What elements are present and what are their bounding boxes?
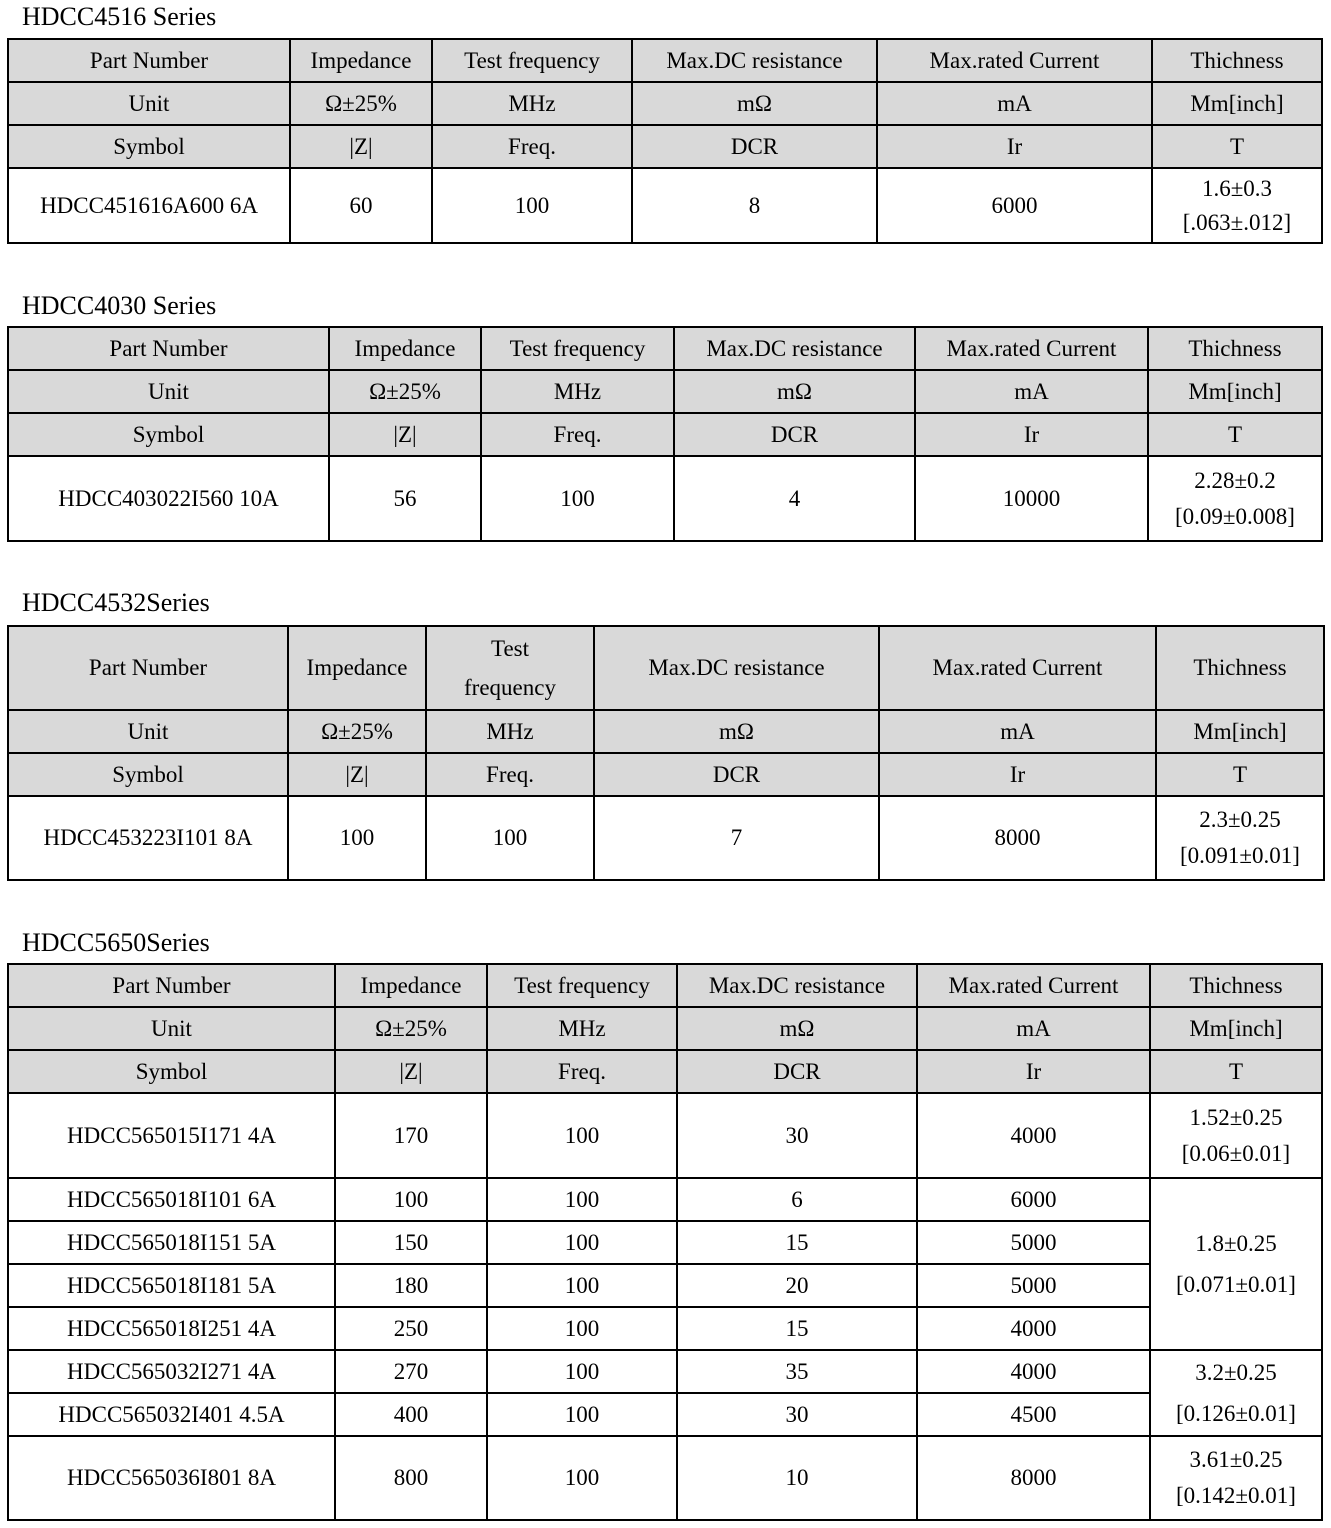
unit-impedance: Ω±25% [329, 370, 481, 413]
header-test-frequency [426, 626, 594, 710]
thickness-cell [1150, 1436, 1322, 1520]
part-number-cell: HDCC565036I801 8A [8, 1436, 335, 1520]
symbol-thickness: T [1156, 753, 1324, 796]
thickness-inch: [0.071±0.01] [1176, 1272, 1296, 1297]
frequency-cell: 100 [487, 1307, 677, 1350]
symbol-frequency: Freq. [432, 125, 632, 168]
symbol-impedance: |Z| [335, 1050, 487, 1093]
header-part-number: Part Number [8, 964, 335, 1007]
spec-table-4030 [7, 326, 1323, 542]
unit-resistance: mΩ [677, 1007, 917, 1050]
frequency-cell: 100 [481, 456, 674, 541]
symbol-resistance: DCR [594, 753, 879, 796]
table-row [8, 1221, 1322, 1264]
header-test-frequency: Test frequency [432, 39, 632, 82]
header-test-line2: frequency [464, 675, 556, 700]
frequency-cell: 100 [426, 796, 594, 880]
current-cell: 5000 [917, 1264, 1150, 1307]
symbol-frequency: Freq. [481, 413, 674, 456]
frequency-cell: 100 [487, 1393, 677, 1436]
symbol-resistance: DCR [677, 1050, 917, 1093]
unit-current: mA [917, 1007, 1150, 1050]
impedance-cell: 150 [335, 1221, 487, 1264]
series-title-4532: HDCC4532Series [22, 588, 210, 617]
frequency-cell: 100 [487, 1093, 677, 1178]
thickness-mm: 3.2±0.25 [1195, 1359, 1277, 1385]
symbol-current: Ir [877, 125, 1152, 168]
thickness-mm: 2.3±0.25 [1199, 807, 1281, 833]
thickness-mm: 3.61±0.25 [1189, 1447, 1283, 1473]
table-row [8, 1436, 1322, 1520]
header-impedance: Impedance [290, 39, 432, 82]
current-cell: 4000 [917, 1307, 1150, 1350]
current-cell: 6000 [917, 1178, 1150, 1221]
unit-label: Unit [8, 710, 288, 753]
part-number-cell: HDCC453223I101 8A [8, 796, 288, 880]
current-cell: 4000 [917, 1350, 1150, 1393]
frequency-cell: 100 [487, 1436, 677, 1520]
thickness-cell [1148, 456, 1322, 541]
impedance-cell: 270 [335, 1350, 487, 1393]
frequency-cell: 100 [487, 1350, 677, 1393]
part-number-cell: HDCC565018I181 5A [8, 1264, 335, 1307]
thickness-inch: [0.126±0.01] [1176, 1401, 1296, 1426]
unit-frequency: MHz [432, 82, 632, 125]
impedance-cell: 170 [335, 1093, 487, 1178]
header-thickness: Thichness [1148, 327, 1322, 370]
dcr-cell: 30 [677, 1093, 917, 1178]
header-max-rated-current: Max.rated Current [877, 39, 1152, 82]
unit-label: Unit [8, 370, 329, 413]
symbol-impedance: |Z| [290, 125, 432, 168]
unit-thickness: Mm[inch] [1156, 710, 1324, 753]
dcr-cell: 15 [677, 1307, 917, 1350]
table-row [8, 1350, 1322, 1393]
table-row [8, 1178, 1322, 1221]
table-row [8, 1307, 1322, 1350]
header-thickness: Thichness [1156, 626, 1324, 710]
table-row [8, 796, 1324, 880]
header-max-dc-resistance: Max.DC resistance [632, 39, 877, 82]
symbol-label: Symbol [8, 125, 290, 168]
thickness-mm: 2.28±0.2 [1194, 467, 1276, 493]
current-cell: 6000 [877, 168, 1152, 243]
header-max-rated-current: Max.rated Current [879, 626, 1156, 710]
series-title-5650: HDCC5650Series [22, 928, 210, 957]
table-row [8, 456, 1322, 541]
impedance-cell: 250 [335, 1307, 487, 1350]
frequency-cell: 100 [432, 168, 632, 243]
dcr-cell: 8 [632, 168, 877, 243]
thickness-cell [1150, 1350, 1322, 1436]
spec-table-4516 [7, 38, 1323, 244]
thickness-inch: [0.06±0.01] [1181, 1140, 1291, 1166]
dcr-cell: 10 [677, 1436, 917, 1520]
symbol-current: Ir [915, 413, 1148, 456]
header-max-dc-resistance: Max.DC resistance [674, 327, 915, 370]
symbol-label: Symbol [8, 753, 288, 796]
thickness-mm: 1.52±0.25 [1189, 1104, 1283, 1130]
symbol-thickness: T [1150, 1050, 1322, 1093]
unit-current: mA [915, 370, 1148, 413]
impedance-cell: 400 [335, 1393, 487, 1436]
symbol-resistance: DCR [632, 125, 877, 168]
current-cell: 4000 [917, 1093, 1150, 1178]
current-cell: 5000 [917, 1221, 1150, 1264]
thickness-inch: [0.091±0.01] [1180, 843, 1300, 868]
header-impedance: Impedance [329, 327, 481, 370]
header-test-line1: Test [491, 635, 529, 661]
symbol-label: Symbol [8, 1050, 335, 1093]
table-row [8, 1393, 1322, 1436]
part-number-cell: HDCC565032I271 4A [8, 1350, 335, 1393]
dcr-cell: 4 [674, 456, 915, 541]
unit-resistance: mΩ [674, 370, 915, 413]
impedance-cell: 180 [335, 1264, 487, 1307]
symbol-current: Ir [879, 753, 1156, 796]
part-number-cell: HDCC451616A600 6A [8, 168, 290, 243]
symbol-impedance: |Z| [329, 413, 481, 456]
unit-resistance: mΩ [594, 710, 879, 753]
dcr-cell: 7 [594, 796, 879, 880]
header-impedance: Impedance [288, 626, 426, 710]
thickness-cell [1152, 168, 1322, 243]
current-cell: 4500 [917, 1393, 1150, 1436]
header-max-rated-current: Max.rated Current [915, 327, 1148, 370]
frequency-cell: 100 [487, 1221, 677, 1264]
unit-label: Unit [8, 1007, 335, 1050]
part-number-cell: HDCC403022I560 10A [8, 456, 329, 541]
unit-impedance: Ω±25% [288, 710, 426, 753]
dcr-cell: 20 [677, 1264, 917, 1307]
symbol-label: Symbol [8, 413, 329, 456]
dcr-cell: 6 [677, 1178, 917, 1221]
dcr-cell: 30 [677, 1393, 917, 1436]
impedance-cell: 56 [329, 456, 481, 541]
series-title-4516: HDCC4516 Series [22, 2, 217, 31]
header-part-number: Part Number [8, 327, 329, 370]
unit-frequency: MHz [487, 1007, 677, 1050]
header-max-rated-current: Max.rated Current [917, 964, 1150, 1007]
part-number-cell: HDCC565018I251 4A [8, 1307, 335, 1350]
unit-thickness: Mm[inch] [1152, 82, 1322, 125]
unit-thickness: Mm[inch] [1148, 370, 1322, 413]
unit-current: mA [879, 710, 1156, 753]
current-cell: 8000 [879, 796, 1156, 880]
impedance-cell: 800 [335, 1436, 487, 1520]
impedance-cell: 100 [335, 1178, 487, 1221]
thickness-cell [1150, 1093, 1322, 1178]
thickness-mm: 1.8±0.25 [1195, 1230, 1277, 1256]
unit-frequency: MHz [481, 370, 674, 413]
thickness-inch: [0.09±0.008] [1175, 503, 1295, 529]
table-row [8, 168, 1322, 243]
dcr-cell: 35 [677, 1350, 917, 1393]
frequency-cell: 100 [487, 1178, 677, 1221]
part-number-cell: HDCC565018I101 6A [8, 1178, 335, 1221]
current-cell: 10000 [915, 456, 1148, 541]
header-impedance: Impedance [335, 964, 487, 1007]
table-row [8, 1264, 1322, 1307]
part-number-cell: HDCC565015I171 4A [8, 1093, 335, 1178]
header-part-number: Part Number [8, 39, 290, 82]
unit-frequency: MHz [426, 710, 594, 753]
dcr-cell: 15 [677, 1221, 917, 1264]
table-row [8, 1093, 1322, 1178]
unit-resistance: mΩ [632, 82, 877, 125]
symbol-resistance: DCR [674, 413, 915, 456]
header-thickness: Thichness [1152, 39, 1322, 82]
thickness-inch: [.063±.012] [1182, 209, 1292, 235]
part-number-cell: HDCC565018I151 5A [8, 1221, 335, 1264]
symbol-current: Ir [917, 1050, 1150, 1093]
symbol-impedance: |Z| [288, 753, 426, 796]
header-thickness: Thichness [1150, 964, 1322, 1007]
impedance-cell: 100 [288, 796, 426, 880]
impedance-cell: 60 [290, 168, 432, 243]
unit-impedance: Ω±25% [335, 1007, 487, 1050]
spec-table-5650 [7, 963, 1323, 1521]
symbol-thickness: T [1152, 125, 1322, 168]
thickness-inch: [0.142±0.01] [1176, 1483, 1296, 1508]
symbol-frequency: Freq. [426, 753, 594, 796]
current-cell: 8000 [917, 1436, 1150, 1520]
header-test-frequency: Test frequency [487, 964, 677, 1007]
spec-table-4532 [7, 625, 1325, 881]
symbol-frequency: Freq. [487, 1050, 677, 1093]
unit-impedance: Ω±25% [290, 82, 432, 125]
series-title-4030: HDCC4030 Series [22, 291, 217, 320]
header-part-number: Part Number [8, 626, 288, 710]
unit-thickness: Mm[inch] [1150, 1007, 1322, 1050]
header-test-frequency: Test frequency [481, 327, 674, 370]
symbol-thickness: T [1148, 413, 1322, 456]
thickness-cell [1156, 796, 1324, 880]
part-number-cell: HDCC565032I401 4.5A [8, 1393, 335, 1436]
unit-current: mA [877, 82, 1152, 125]
thickness-mm: 1.6±0.3 [1201, 176, 1273, 202]
header-max-dc-resistance: Max.DC resistance [677, 964, 917, 1007]
header-max-dc-resistance: Max.DC resistance [594, 626, 879, 710]
frequency-cell: 100 [487, 1264, 677, 1307]
thickness-cell [1150, 1178, 1322, 1350]
unit-label: Unit [8, 82, 290, 125]
